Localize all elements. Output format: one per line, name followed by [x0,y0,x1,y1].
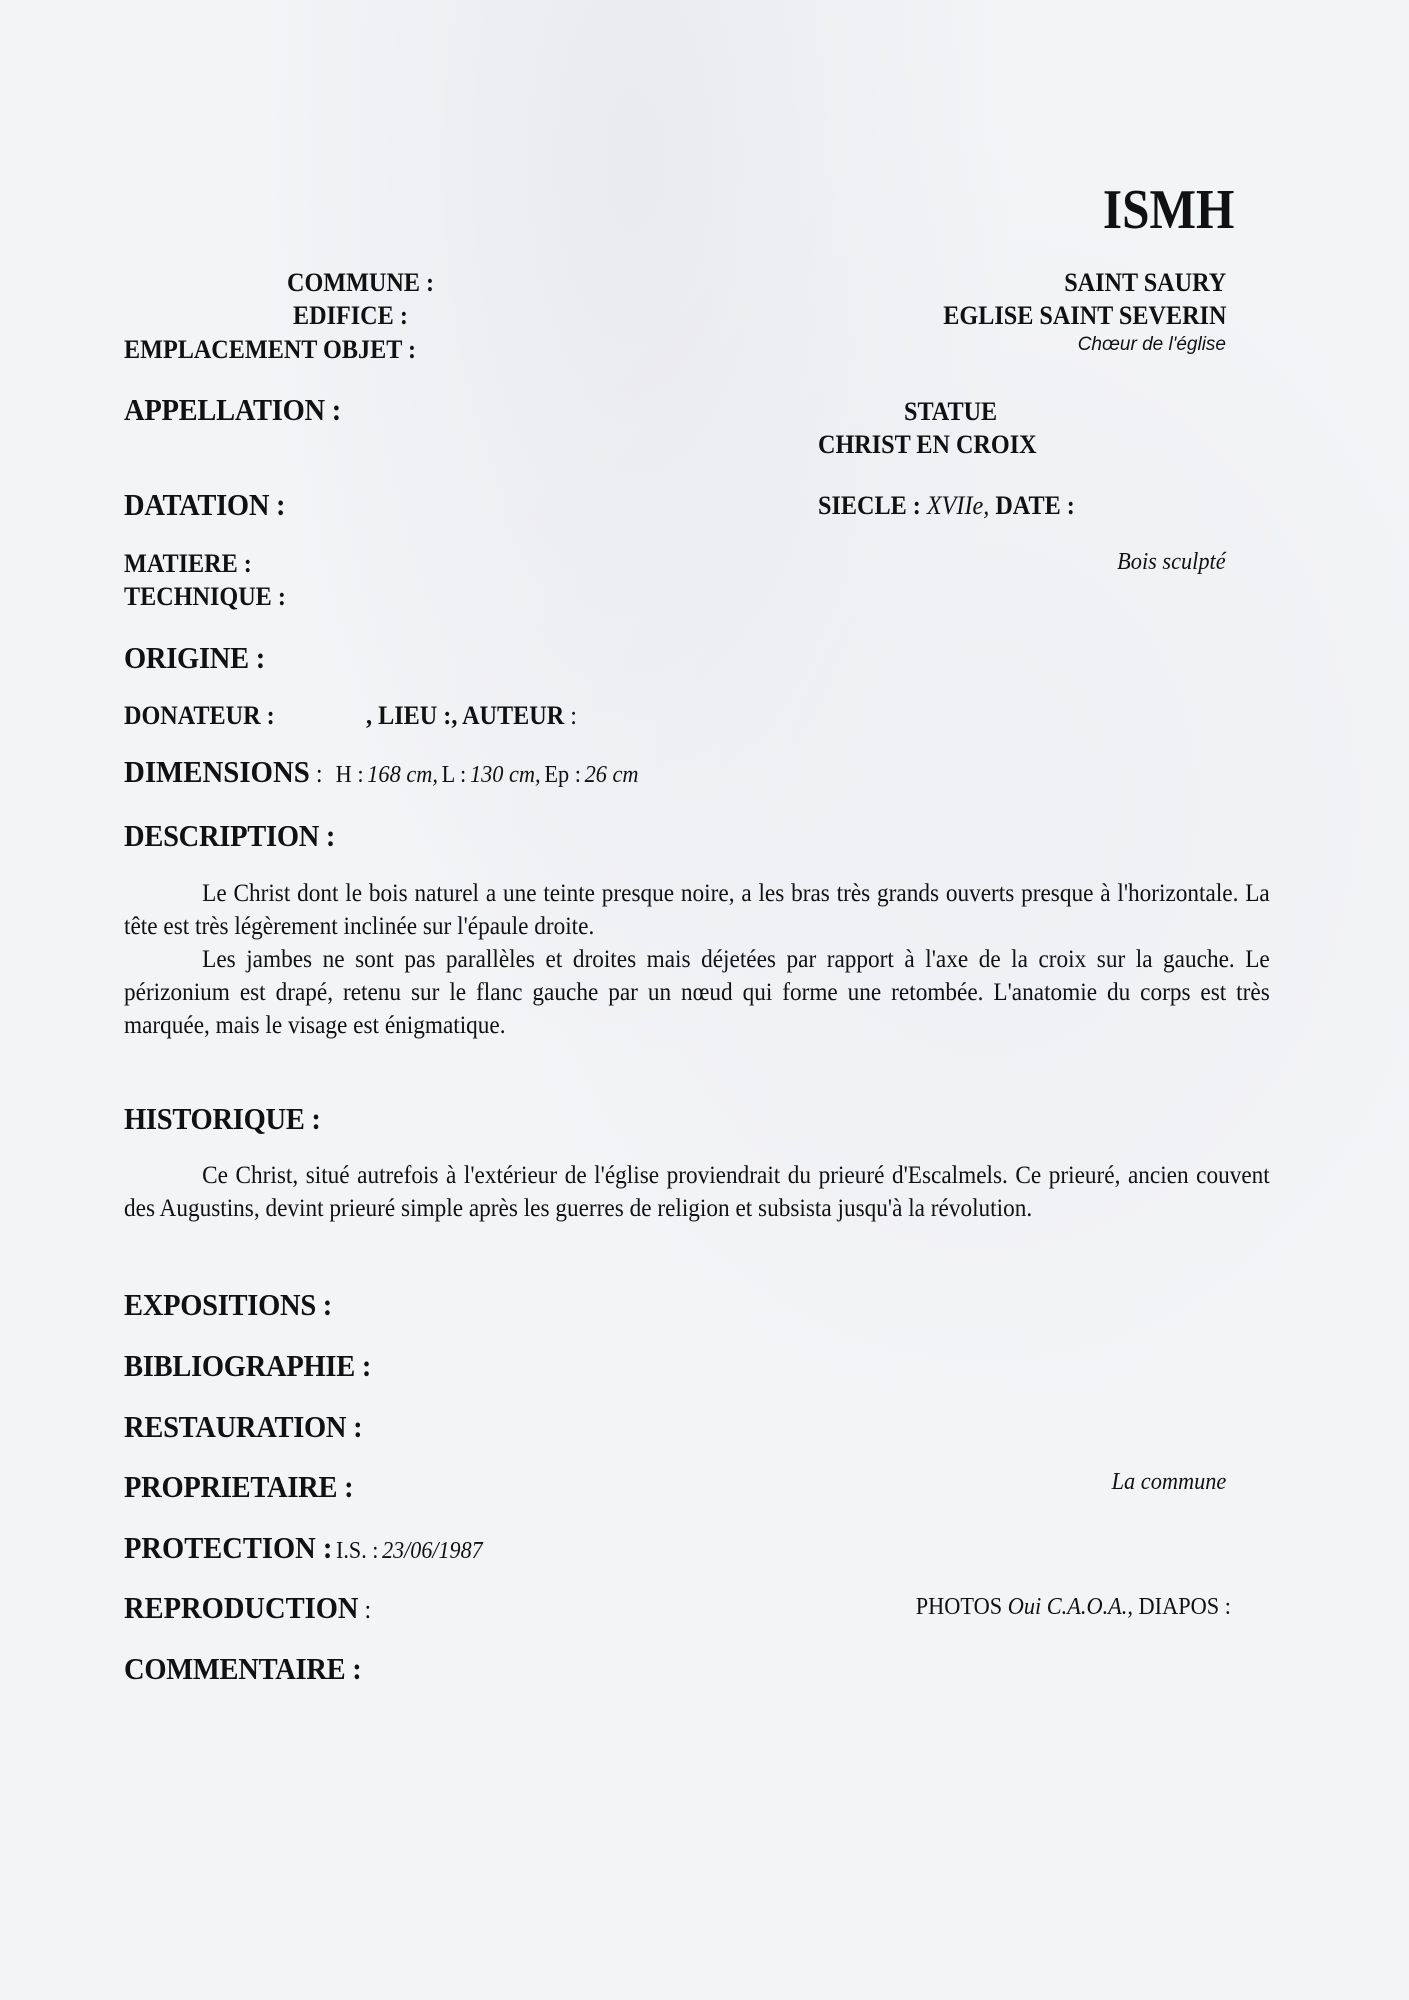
proprietaire-label: PROPRIETAIRE : [124,1469,354,1504]
reproduction-colon: : [358,1595,372,1624]
date-label: DATE : [995,491,1075,520]
description-text [124,877,1270,1042]
appellation-value-line1: STATUE [904,397,998,426]
edifice-value: EGLISE SAINT SEVERIN [942,301,1226,330]
dimensions-row [124,754,639,790]
emplacement-label: EMPLACEMENT OBJET : [124,335,416,364]
appellation-value-line2: CHRIST EN CROIX [818,430,1037,459]
historique-label: HISTORIQUE : [124,1101,321,1136]
description-paragraph: Le Christ dont le bois naturel a une teinte presque noire, a les bras très grands ouverts presque à l'horizontale. La tête est très légèrement inclinée sur l'épaule droite. [124,880,1270,940]
siecle-label: SIECLE : [818,491,921,520]
protection-label: PROTECTION : [124,1530,333,1565]
origine-label: ORIGINE : [124,640,265,675]
bibliographie-label: BIBLIOGRAPHIE : [124,1348,372,1383]
description-label: DESCRIPTION : [124,818,336,853]
reproduction-row [124,1590,371,1626]
reproduction-label: REPRODUCTION [124,1590,359,1625]
historique-paragraph: Ce Christ, situé autrefois à l'extérieur de l'église proviendrait du prieuré d'Escalmels. Ce prieuré, ancien couvent des Augustins, devint prieuré simple après les guerres de religion et subsista jusqu'à la révolution. [124,1162,1270,1222]
technique-label: TECHNIQUE : [124,582,286,611]
protection-row [124,1530,483,1566]
commentaire-label: COMMENTAIRE : [124,1651,362,1686]
donateur-label: DONATEUR : [124,701,275,730]
siecle-group [818,491,1075,521]
edifice-label: EDIFICE : [293,301,408,330]
historique-text [124,1159,1270,1225]
auteur-colon: : [564,701,577,730]
datation-label: DATATION : [124,487,286,522]
appellation-label: APPELLATION : [124,392,341,427]
lieu-auteur-label: , LIEU :, AUTEUR [366,701,565,730]
height-label: H : [335,762,364,788]
dimensions-colon: : [309,759,323,788]
description-paragraph: Les jambes ne sont pas parallèles et droites mais déjetées par rapport à l'axe de la croix sur la gauche. Le périzonium est drapé, retenu sur le flanc gauche par un nœud qui forme une retombée. L'anatomie du corps est très marquée, mais le visage est énigmatique. [124,946,1270,1039]
commune-label: COMMUNE : [287,268,435,297]
lieu-auteur-group [366,701,577,731]
photos-label: PHOTOS [915,1594,1003,1620]
protection-date: 23/06/1987 [382,1538,483,1564]
length-label: L : [441,762,467,788]
matiere-value: Bois sculpté [1117,549,1226,575]
commune-value: SAINT SAURY [1064,268,1226,297]
expositions-label: EXPOSITIONS : [124,1287,332,1322]
matiere-label: MATIERE : [124,549,252,578]
diapos-label: DIAPOS : [1138,1594,1231,1620]
height-value: 168 cm, [367,762,438,788]
protection-type: I.S. : [336,1538,379,1564]
length-value: 130 cm, [469,762,541,788]
dimensions-label: DIMENSIONS [124,754,310,789]
photos-value: Oui C.A.O.A., [1007,1594,1134,1620]
reproduction-values [916,1594,1231,1621]
emplacement-value: Chœur de l'église [1077,334,1226,355]
document-title: ISMH [1102,179,1234,241]
proprietaire-value: La commune [1111,1469,1226,1495]
restauration-label: RESTAURATION : [124,1409,363,1444]
siecle-value: XVIIe, [926,491,990,520]
depth-label: Ep : [544,762,581,788]
depth-value: 26 cm [584,762,639,788]
